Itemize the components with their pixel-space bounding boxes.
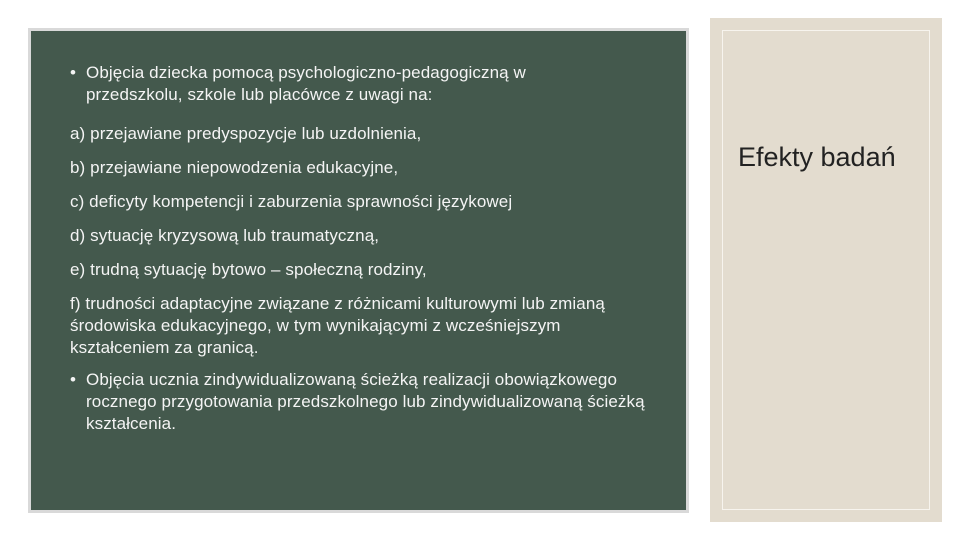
- list-item-e: e) trudną sytuację bytowo – społeczną rodziny,: [70, 260, 427, 279]
- bullet-2-text: Objęcia ucznia zindywidualizowaną ścieżką realizacji obowiązkowego rocznego przygotowania przedszkolnego lub zindywidualizowaną ścieżką kształcenia.: [86, 370, 645, 433]
- bullet-item-1: [70, 62, 626, 106]
- slide-title: Efekty badań: [738, 142, 896, 172]
- bullet-1-text: Objęcia dziecka pomocą psychologiczno-pedagogiczną w przedszkolu, szkole lub placówce z uwagi na:: [86, 63, 526, 104]
- bullet-dot: •: [70, 63, 77, 82]
- list-item-d: d) sytuację kryzysową lub traumatyczną,: [70, 226, 380, 245]
- list-item-a: a) przejawiane predyspozycje lub uzdolnienia,: [70, 124, 422, 143]
- bullet-item-2: [70, 369, 656, 435]
- bullet-dot: •: [70, 370, 77, 389]
- list-item-c: c) deficyty kompetencji i zaburzenia sprawności językowej: [70, 192, 513, 211]
- list-item-b: b) przejawiane niepowodzenia edukacyjne,: [70, 158, 399, 177]
- title-panel-border: [722, 30, 930, 510]
- list-item-f: f) trudności adaptacyjne związane z różnicami kulturowymi lub zmianą środowiska edukacyjnego, w tym wynikającymi z wcześniejszym kształceniem za granicą.: [70, 294, 605, 357]
- content-text: [70, 62, 660, 435]
